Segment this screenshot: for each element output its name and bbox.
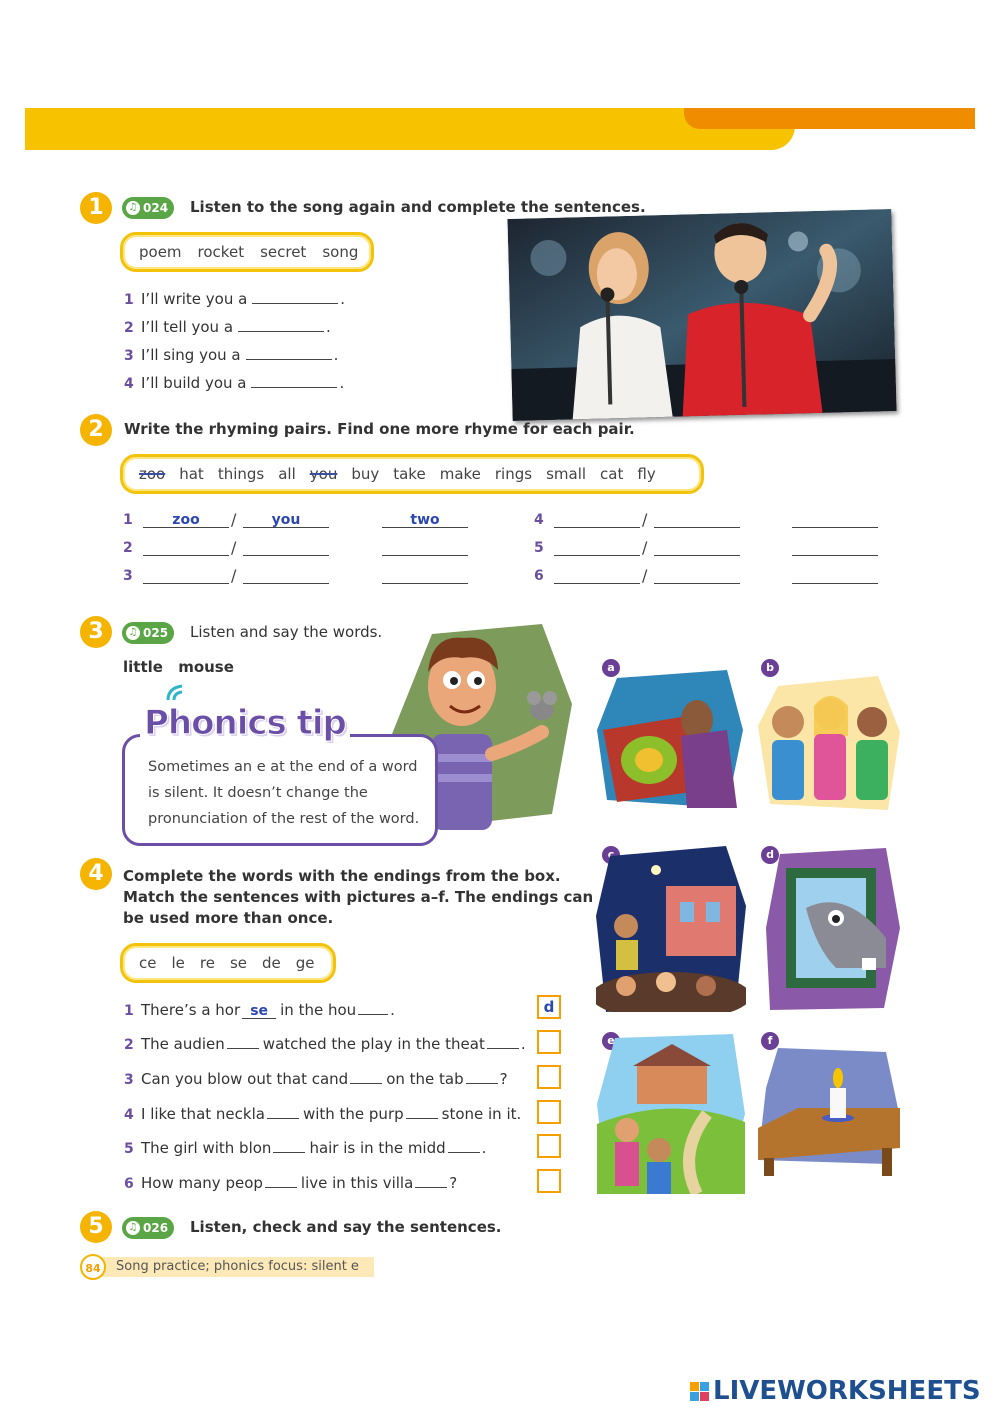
sentence-end: . [333, 346, 339, 364]
word-box-item-crossed: you [309, 465, 338, 483]
sentence-text: watched the play in the theat [262, 1035, 485, 1053]
example-word: mouse [178, 658, 234, 676]
example-words [123, 658, 234, 676]
picture-a-necklace [597, 670, 743, 808]
brand-name: LIVEWORKSHEETS [713, 1376, 981, 1406]
sentence-end: . [326, 318, 331, 336]
picture-b-girls [758, 676, 900, 810]
ending-blank[interactable]: se [242, 1003, 276, 1019]
ending-blank[interactable] [415, 1172, 447, 1188]
word-box-item: things [217, 465, 265, 483]
wifi-signal-icon [164, 682, 194, 702]
extra-rhyme-blank[interactable] [792, 512, 878, 528]
word-box-item: buy [351, 465, 380, 483]
row-number: 3 [123, 568, 133, 584]
rhyme-blank[interactable] [654, 568, 740, 584]
word-box-item: small [546, 465, 587, 483]
activity-1-sentence-1 [124, 288, 345, 308]
activity-4-instruction [123, 866, 593, 929]
word-box-item-crossed: zoo [139, 465, 166, 483]
tip-line: is silent. It doesn’t change the [148, 785, 368, 801]
ending-item: le [171, 954, 185, 972]
header-banner [25, 108, 795, 150]
answer-box-3[interactable] [537, 1065, 561, 1089]
sentence-text: hair is in the midd [309, 1139, 446, 1157]
activity-2-word-box [120, 454, 704, 494]
activity-1-number: 1 [80, 192, 112, 224]
activity-5-number: 5 [80, 1211, 112, 1243]
rhyme-blank[interactable] [143, 540, 229, 556]
rhyme-blank[interactable] [143, 568, 229, 584]
sentence-number: 2 [124, 320, 134, 336]
activity-4-number: 4 [80, 858, 112, 890]
rhyme-blank[interactable] [554, 540, 640, 556]
tip-line: pronunciation of the rest of the word. [148, 811, 420, 827]
activity-3-number: 3 [80, 616, 112, 648]
ending-blank[interactable] [350, 1068, 382, 1084]
singers-photo [507, 209, 896, 421]
word-box-item: fly [637, 465, 656, 483]
activity-5-instruction: Listen, check and say the sentences. [190, 1218, 502, 1236]
ending-blank[interactable] [466, 1068, 498, 1084]
row-number: 6 [534, 568, 544, 584]
picture-label-f: f [761, 1032, 779, 1050]
word-box-item: all [278, 465, 296, 483]
activity-3-instruction: Listen and say the words. [190, 623, 383, 641]
activity-4-sentence-4 [124, 1103, 521, 1123]
sentence-text: Can you blow out that cand [141, 1070, 349, 1088]
page-number: 84 [80, 1254, 106, 1280]
sentence-end: . [339, 374, 345, 392]
word-box-item: song [322, 243, 359, 261]
instruction-line: be used more than once. [123, 909, 334, 927]
answer-blank[interactable] [252, 288, 338, 304]
sentence-text: with the purp [302, 1105, 404, 1123]
picture-label-a: a [602, 659, 620, 677]
sentence-text: There’s a hor [141, 1001, 241, 1019]
audio-track-024[interactable] [122, 197, 174, 219]
sentence-text: I’ll build you a [141, 374, 247, 392]
picture-f-candle [758, 1048, 900, 1176]
header-banner-accent [684, 108, 975, 129]
sentence-text: How many peop [141, 1174, 263, 1192]
ending-blank[interactable] [358, 999, 388, 1015]
ending-item: ce [139, 954, 157, 972]
ending-blank[interactable] [273, 1137, 305, 1153]
picture-e-village [597, 1034, 745, 1194]
extra-rhyme-blank[interactable] [792, 568, 878, 584]
extra-rhyme-blank[interactable]: two [382, 512, 468, 528]
audio-track-025[interactable] [122, 622, 174, 644]
activity-1-sentence-3 [124, 344, 338, 364]
liveworksheets-logo [690, 1376, 981, 1406]
sentence-number: 5 [124, 1141, 134, 1157]
headphones-icon: ♫ [126, 626, 140, 640]
rhyme-blank[interactable] [554, 568, 640, 584]
activity-1-sentence-2 [124, 316, 331, 336]
sentence-text: on the tab [386, 1070, 464, 1088]
row-number: 4 [534, 512, 544, 528]
ending-item: de [262, 954, 281, 972]
instruction-line: Complete the words with the endings from the box. [123, 867, 561, 885]
picture-d-horse [766, 848, 900, 1010]
slash-separator: / [642, 510, 648, 529]
activity-4-sentence-3 [124, 1068, 508, 1088]
ending-item: ge [295, 954, 315, 972]
sentence-number: 3 [124, 1072, 134, 1088]
activity-1-sentence-4 [124, 372, 344, 392]
audio-track-label: 025 [143, 626, 169, 640]
answer-box-4[interactable] [537, 1100, 561, 1124]
sentence-end: . [390, 1001, 395, 1019]
ending-blank[interactable] [265, 1172, 297, 1188]
answer-box-5[interactable] [537, 1134, 561, 1158]
sentence-text: The girl with blon [141, 1139, 272, 1157]
picture-label-b: b [761, 659, 779, 677]
sentence-end: . [481, 1139, 487, 1157]
sentence-text: I’ll tell you a [141, 318, 234, 336]
word-box-item: rocket [197, 243, 245, 261]
activity-2-number: 2 [80, 414, 112, 446]
picture-label-e: e [602, 1032, 620, 1050]
page-topic [100, 1257, 374, 1277]
ending-item: re [199, 954, 215, 972]
example-word: little [123, 658, 163, 676]
answer-box-1[interactable]: d [537, 995, 561, 1019]
headphones-icon: ♫ [126, 201, 140, 215]
sentence-number: 1 [124, 1003, 134, 1019]
sentence-text: in the hou [280, 1001, 357, 1019]
word-box-item: cat [600, 465, 624, 483]
instruction-line: Match the sentences with pictures a–f. The endings can [123, 888, 594, 906]
logo-grid-icon [690, 1382, 709, 1401]
sentence-text: I’ll sing you a [141, 346, 241, 364]
page-topic-text: Song practice; phonics focus: silent e [116, 1259, 359, 1274]
picture-label-c: c [602, 846, 620, 864]
row-number: 2 [123, 540, 133, 556]
answer-blank[interactable] [246, 344, 332, 360]
sentence-end: . [340, 290, 346, 308]
slash-separator: / [231, 510, 237, 529]
row-number: 1 [123, 512, 133, 528]
audio-track-026[interactable] [122, 1217, 174, 1239]
activity-4-sentence-6 [124, 1172, 457, 1192]
ending-blank[interactable] [487, 1033, 519, 1049]
word-box-item: secret [260, 243, 307, 261]
activity-4-sentence-5 [124, 1137, 486, 1157]
sentence-end: ? [449, 1174, 458, 1192]
tip-line: Sometimes an e at the end of a word [148, 759, 418, 775]
audio-track-label: 024 [143, 201, 169, 215]
answer-blank[interactable] [251, 372, 337, 388]
extra-rhyme-blank[interactable] [382, 568, 468, 584]
slash-separator: / [642, 538, 648, 557]
word-box-item: rings [494, 465, 533, 483]
phonics-tip-title: Phonics tip [140, 703, 350, 743]
sentence-number: 6 [124, 1176, 134, 1192]
word-box-item: take [393, 465, 426, 483]
rhyme-blank[interactable] [654, 512, 740, 528]
rhyme-blank[interactable] [243, 540, 329, 556]
sentence-text: The audien [141, 1035, 225, 1053]
rhyme-blank[interactable] [654, 540, 740, 556]
activity-4-endings-box [120, 943, 336, 983]
sentence-text: live in this villa [300, 1174, 414, 1192]
rhyme-blank[interactable]: zoo [143, 512, 229, 528]
sentence-text: I’ll write you a [141, 290, 248, 308]
extra-rhyme-blank[interactable] [382, 540, 468, 556]
ending-blank[interactable] [448, 1137, 480, 1153]
answer-box-2[interactable] [537, 1030, 561, 1054]
sentence-end: . [520, 1035, 526, 1053]
activity-4-sentence-1 [124, 999, 395, 1019]
activity-2-instruction: Write the rhyming pairs. Find one more rhyme for each pair. [124, 420, 635, 438]
activity-1-instruction: Listen to the song again and complete the sentences. [190, 198, 646, 216]
rhyme-blank[interactable] [243, 568, 329, 584]
picture-c-theatre [596, 846, 746, 1012]
picture-label-d: d [761, 846, 779, 864]
slash-separator: / [231, 566, 237, 585]
headphones-icon: ♫ [126, 1221, 140, 1235]
rhyme-blank[interactable] [554, 512, 640, 528]
answer-box-6[interactable] [537, 1169, 561, 1193]
slash-separator: / [231, 538, 237, 557]
phonics-tip-text [148, 754, 419, 832]
row-number: 5 [534, 540, 544, 556]
ending-blank[interactable] [227, 1033, 259, 1049]
word-box-item: poem [139, 243, 182, 261]
sentence-number: 4 [124, 376, 134, 392]
sentence-number: 1 [124, 292, 134, 308]
sentence-end: stone in it. [441, 1105, 522, 1123]
rhyme-blank[interactable]: you [243, 512, 329, 528]
ending-item: se [229, 954, 248, 972]
extra-rhyme-blank[interactable] [792, 540, 878, 556]
word-box-item: hat [179, 465, 204, 483]
sentence-number: 4 [124, 1107, 134, 1123]
activity-1-word-box [120, 232, 374, 272]
sentence-end: ? [499, 1070, 508, 1088]
answer-blank[interactable] [238, 316, 324, 332]
sentence-number: 2 [124, 1037, 134, 1053]
sentence-text: I like that neckla [141, 1105, 265, 1123]
ending-blank[interactable] [406, 1103, 438, 1119]
audio-track-label: 026 [143, 1221, 169, 1235]
activity-4-sentence-2 [124, 1033, 526, 1053]
slash-separator: / [642, 566, 648, 585]
sentence-number: 3 [124, 348, 134, 364]
word-box-item: make [439, 465, 481, 483]
ending-blank[interactable] [267, 1103, 299, 1119]
